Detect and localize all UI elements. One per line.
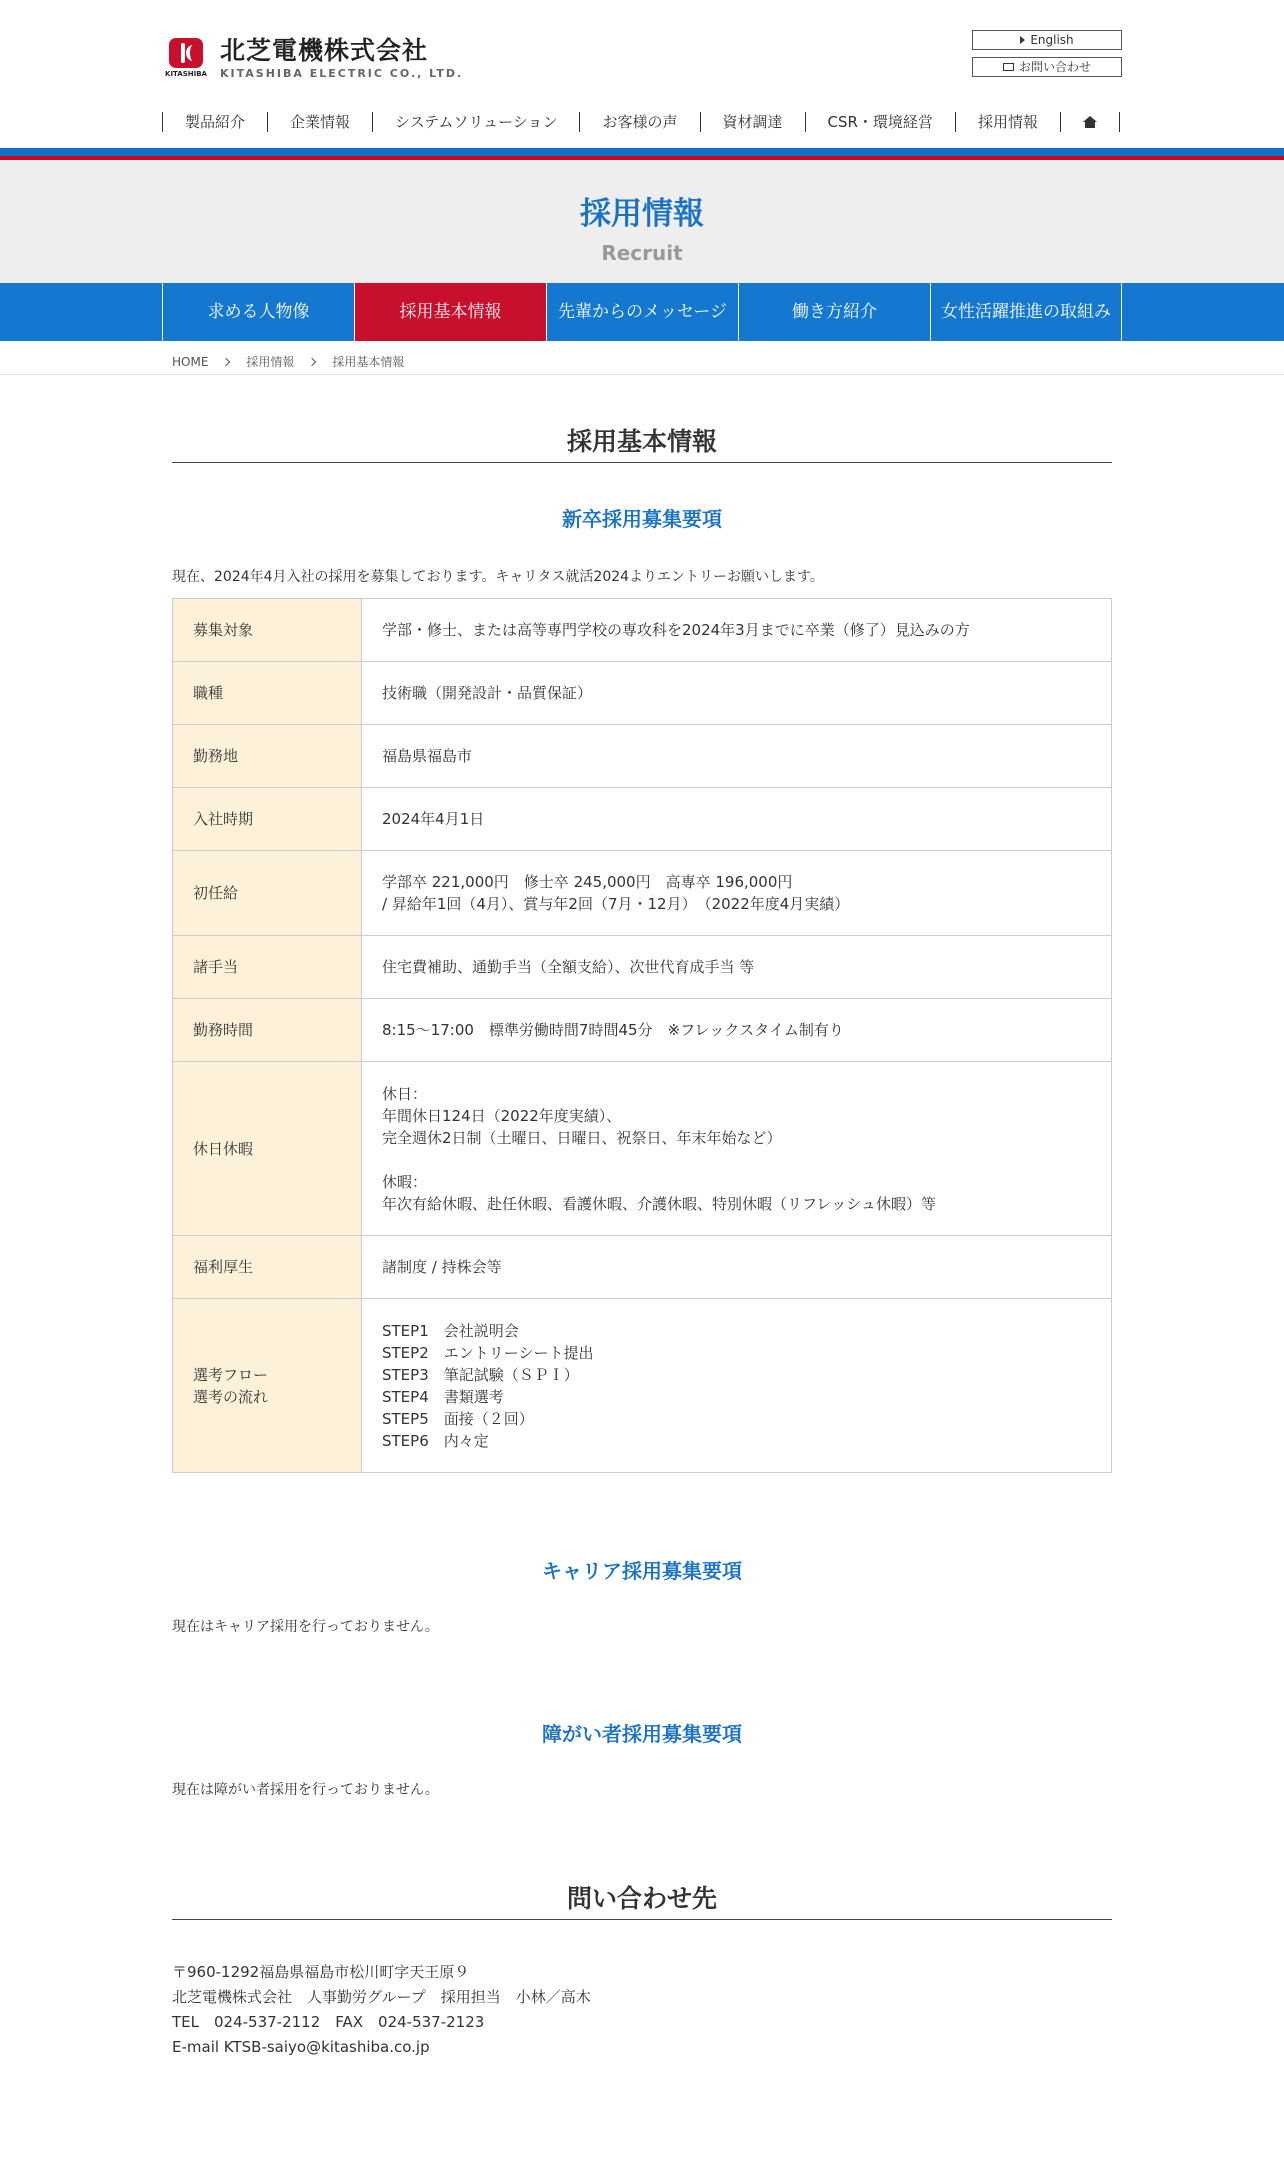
row-value: 諸制度 / 持株会等 [362, 1236, 1112, 1299]
contact-label: お問い合わせ [1018, 60, 1091, 74]
table-row [173, 788, 1112, 851]
contact-department: 北芝電機株式会社 人事勤労グループ 採用担当 小林／高木 [172, 1988, 591, 2006]
nav-item-products[interactable]: 製品紹介 [163, 112, 268, 132]
breadcrumb [0, 341, 1284, 375]
english-label: English [1030, 33, 1074, 47]
row-label: 諸手当 [173, 936, 362, 999]
nav-item-procurement[interactable]: 資材調達 [701, 112, 806, 132]
row-value: 技術職（開発設計・品質保証） [362, 662, 1112, 725]
logo-mark-text: KITASHIBA [165, 70, 207, 78]
table-row [173, 936, 1112, 999]
contact-phone: TEL 024-537-2112 FAX 024-537-2123 [172, 2013, 485, 2031]
hero-title: 採用情報 [580, 196, 704, 232]
home-icon [1083, 116, 1097, 128]
breadcrumb-recruit[interactable]: 採用情報 [246, 355, 295, 369]
career-heading: キャリア採用募集要項 [542, 1559, 742, 1583]
logo-mark [162, 38, 210, 78]
table-row [173, 1299, 1112, 1473]
table-row [173, 662, 1112, 725]
table-row [173, 599, 1112, 662]
row-label: 初任給 [173, 851, 362, 936]
row-value: 休日： 年間休日124日（2022年度実績）、 完全週休2日制（土曜日、日曜日、祝祭日、年末年始など） 休暇： 年次有給休暇、赴任休暇、看護休暇、介護休暇、特別休暇（リフレッシュ休暇）等 [362, 1062, 1112, 1236]
newgrad-intro: 現在、2024年4月入社の採用を募集しております。キャリタス就活2024よりエントリーお願いします。 [172, 569, 824, 585]
breadcrumb-current: 採用基本情報 [332, 355, 405, 369]
disabled-text: 現在は障がい者採用を行っておりません。 [172, 1782, 439, 1798]
subnav-item-workstyle[interactable]: 働き方紹介 [738, 283, 930, 341]
company-logo[interactable] [162, 38, 463, 79]
nav-item-voice[interactable]: お客様の声 [580, 112, 700, 132]
recruit-subnav [0, 283, 1284, 341]
hero-subtitle: Recruit [601, 241, 683, 265]
global-nav [162, 112, 1120, 132]
logo-company-name-en: KITASHIBA ELECTRIC CO., LTD. [220, 67, 464, 80]
row-value: 住宅費補助、通勤手当（全額支給）、次世代育成手当 等 [362, 936, 1112, 999]
table-row [173, 851, 1112, 936]
contact-heading: 問い合わせ先 [172, 1879, 1112, 1920]
contact-email[interactable]: E-mail KTSB-saiyo@kitashiba.co.jp [172, 2038, 430, 2056]
row-value: 学部卒 221,000円 修士卒 245,000円 高専卒 196,000円 / 昇給年1回（4月）、賞与年2回（7月・12月） （2022年度4月実績） [362, 851, 1112, 936]
row-label: 募集対象 [173, 599, 362, 662]
logo-k-icon [169, 38, 203, 68]
english-button[interactable] [972, 30, 1122, 50]
subnav-item-messages[interactable]: 先輩からのメッセージ [546, 283, 738, 341]
nav-item-recruit[interactable]: 採用情報 [956, 112, 1061, 132]
row-label: 勤務地 [173, 725, 362, 788]
subnav-item-ideal-person[interactable]: 求める人物像 [162, 283, 354, 341]
table-row [173, 1062, 1112, 1236]
row-label: 休日休暇 [173, 1062, 362, 1236]
row-label: 勤務時間 [173, 999, 362, 1062]
row-value: 学部・修士、または高等専門学校の専攻科を2024年3月までに卒業（修了）見込みの方 [362, 599, 1112, 662]
breadcrumb-home[interactable]: HOME [172, 354, 209, 369]
site-header [0, 0, 1284, 148]
row-value: 8:15～17:00 標準労働時間7時間45分 ※フレックスタイム制有り [362, 999, 1112, 1062]
nav-item-solutions[interactable]: システムソリューション [373, 112, 580, 132]
table-row [173, 999, 1112, 1062]
subnav-item-basic-info[interactable]: 採用基本情報 [354, 283, 546, 341]
contact-address: 〒960-1292福島県福島市松川町字天王原９ [172, 1963, 470, 1981]
nav-item-company[interactable]: 企業情報 [268, 112, 373, 132]
chevron-right-icon [308, 357, 316, 365]
main-content [172, 375, 1112, 2060]
subnav-item-women[interactable]: 女性活躍推進の取組み [930, 283, 1122, 341]
envelope-icon [1003, 63, 1014, 71]
nav-item-home[interactable] [1061, 112, 1120, 132]
newgrad-heading: 新卒採用募集要項 [562, 507, 722, 531]
row-label: 職種 [173, 662, 362, 725]
logo-company-name: 北芝電機株式会社 [220, 36, 429, 65]
row-label: 入社時期 [173, 788, 362, 851]
contact-button[interactable] [972, 57, 1122, 77]
chevron-right-icon [222, 357, 230, 365]
row-value: 福島県福島市 [362, 725, 1112, 788]
row-value: 2024年4月1日 [362, 788, 1112, 851]
career-text: 現在はキャリア採用を行っておりません。 [172, 1619, 439, 1635]
contact-info [172, 1960, 1112, 2060]
nav-item-csr[interactable]: CSR・環境経営 [806, 112, 956, 132]
header-stripe-blue [0, 148, 1284, 156]
row-label: 福利厚生 [173, 1236, 362, 1299]
newgrad-table [172, 598, 1112, 1473]
page-hero [0, 160, 1284, 283]
table-row [173, 725, 1112, 788]
row-label: 選考フロー 選考の流れ [173, 1299, 362, 1473]
page-title: 採用基本情報 [172, 422, 1112, 463]
row-value: STEP1 会社説明会 STEP2 エントリーシート提出 STEP3 筆記試験（ＳＰＩ） STEP4 書類選考 STEP5 面接（２回） STEP6 内々定 [362, 1299, 1112, 1473]
disabled-heading: 障がい者採用募集要項 [542, 1722, 742, 1746]
table-row [173, 1236, 1112, 1299]
caret-right-icon [1020, 36, 1025, 44]
